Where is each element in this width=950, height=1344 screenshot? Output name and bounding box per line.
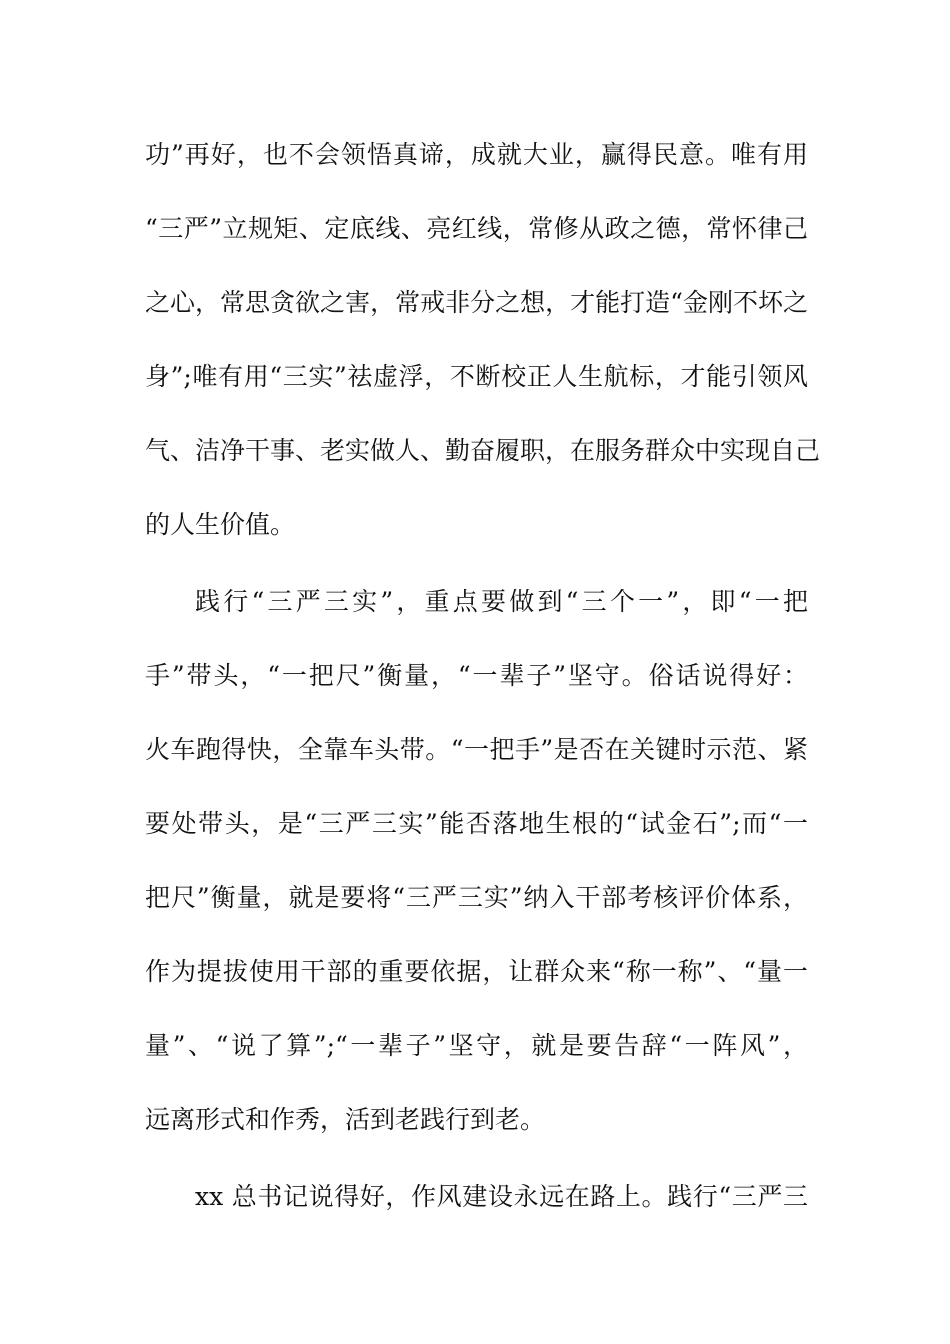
- paragraph-1-line-1: 功”再好，也不会领悟真谛，成就大业，赢得民意。唯有用: [145, 140, 808, 169]
- paragraph-2-line-2: 手”带头，“一把尺”衡量，“一辈子”坚守。俗话说得好：: [145, 661, 808, 690]
- paragraph-2-line-6: 作为提拔使用干部的重要依据，让群众来“称一称”、“量一: [145, 957, 808, 986]
- paragraph-2-line-4: 要处带头，是“三严三实”能否落地生根的“试金石”;而“一: [145, 809, 808, 838]
- paragraph-2-line-8: 远离形式和作秀，活到老践行到老。: [145, 1105, 546, 1134]
- paragraph-2-line-3: 火车跑得快，全靠车头带。“一把手”是否在关键时示范、紧: [145, 735, 808, 764]
- paragraph-2-line-1: 践行“三严三实”，重点要做到“三个一”，即“一把: [195, 587, 808, 616]
- paragraph-3-line-1: xx 总书记说得好，作风建设永远在路上。践行“三严三: [195, 1182, 808, 1211]
- paragraph-1-line-6: 的人生价值。: [145, 510, 296, 539]
- paragraph-1-line-3: 之心，常思贪欲之害，常戒非分之想，才能打造“金刚不坏之: [145, 288, 808, 317]
- paragraph-1-line-4: 身”;唯有用“三实”祛虚浮，不断校正人生航标，才能引领风: [145, 362, 808, 391]
- paragraph-2-line-5: 把尺”衡量，就是要将“三严三实”纳入干部考核评价体系，: [145, 883, 808, 912]
- paragraph-1-line-5: 气、洁净干事、老实做人、勤奋履职，在服务群众中实现自己: [145, 436, 821, 465]
- paragraph-2-line-7: 量”、“说了算”;“一辈子”坚守，就是要告辞“一阵风”，: [145, 1031, 808, 1060]
- paragraph-1-line-2: “三严”立规矩、定底线、亮红线，常修从政之德，常怀律己: [145, 214, 808, 243]
